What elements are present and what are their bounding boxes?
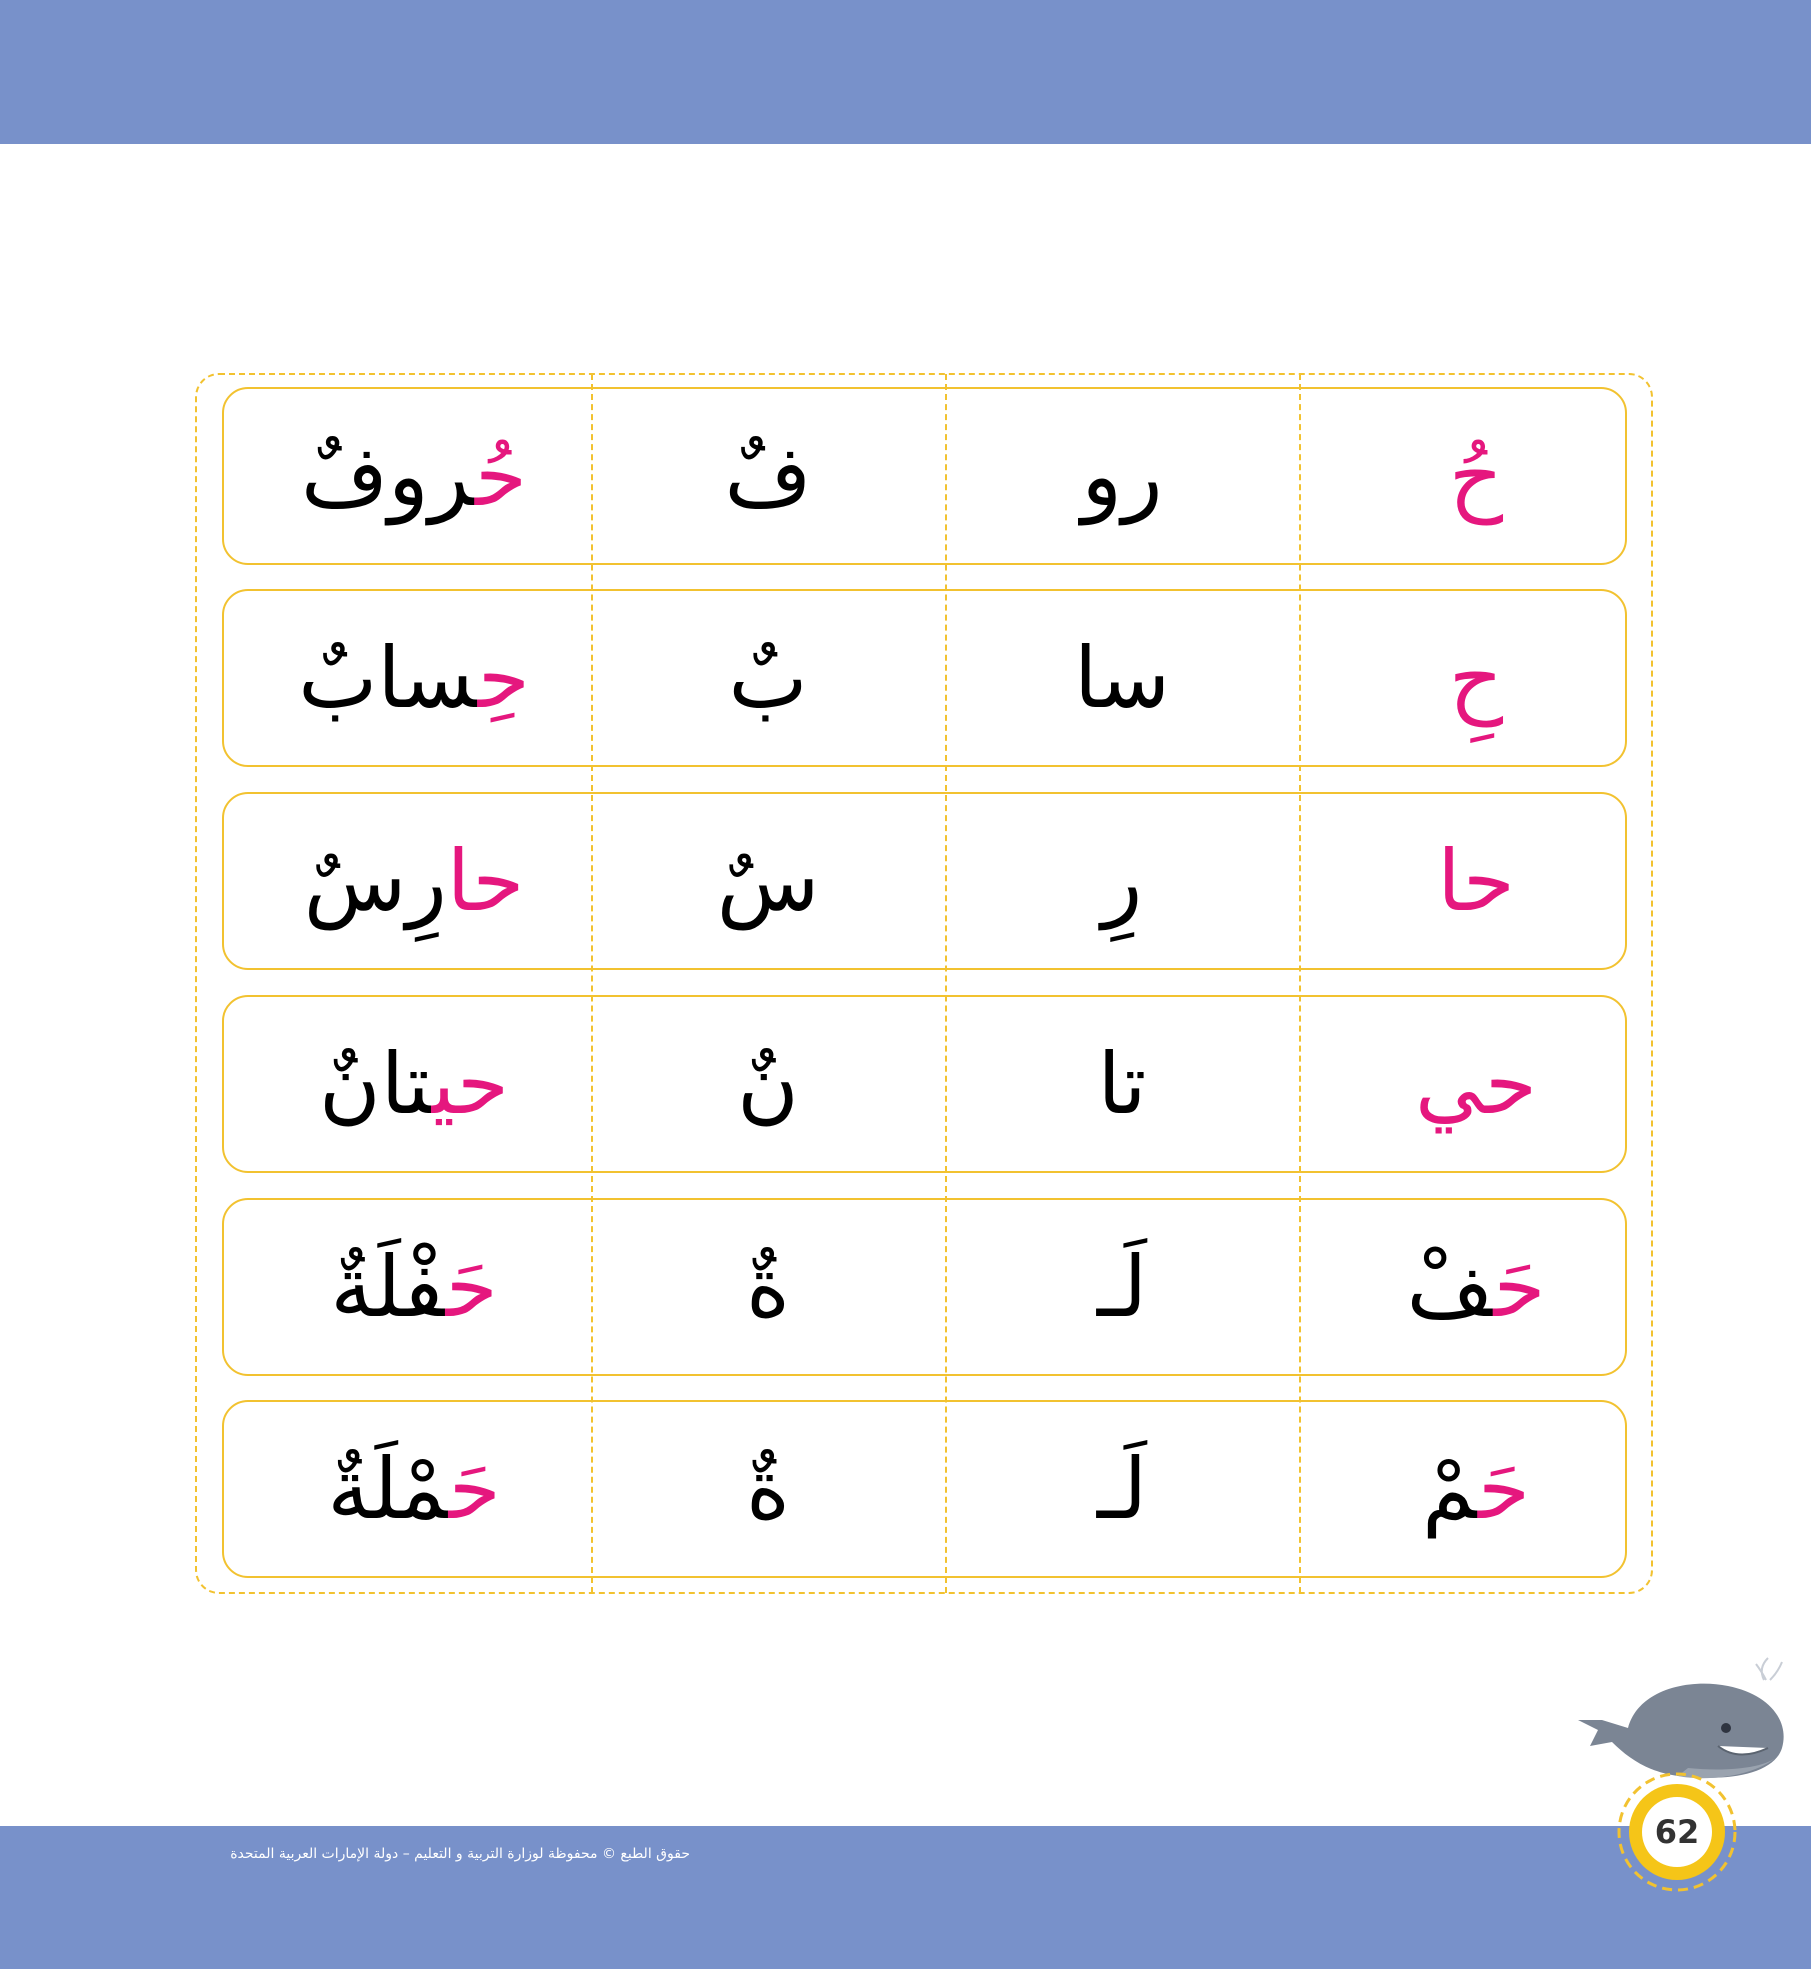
plain-letters: مْلَةٌ — [327, 1440, 449, 1538]
syllable-cell — [945, 387, 1299, 565]
syllable-cell — [1299, 1400, 1653, 1578]
word-text — [1448, 427, 1504, 525]
word-text — [330, 1238, 498, 1336]
syllable-cell — [237, 792, 591, 970]
syllable-cell — [591, 792, 945, 970]
plain-letters: مْ — [1422, 1440, 1478, 1538]
word-text — [1415, 1035, 1537, 1133]
plain-letters: تانٌ — [319, 1035, 432, 1133]
syllable-cell — [1299, 995, 1653, 1173]
word-text — [1096, 1440, 1148, 1538]
word-text — [319, 1035, 509, 1133]
plain-letters: سابٌ — [298, 629, 478, 727]
plain-letters: رِسٌ — [303, 832, 447, 930]
word-text — [1097, 1035, 1147, 1133]
highlighted-letter: حا — [1437, 832, 1515, 930]
plain-letters: سٌ — [716, 832, 820, 930]
syllable-cell — [237, 1198, 591, 1376]
syllable-cell — [237, 589, 591, 767]
plain-letters: ةٌ — [746, 1238, 791, 1336]
syllable-cell — [945, 1198, 1299, 1376]
syllable-cell — [945, 792, 1299, 970]
word-text — [298, 629, 530, 727]
syllable-cell — [1299, 589, 1653, 767]
syllable-cell — [237, 387, 591, 565]
word-text — [303, 832, 525, 930]
plain-letters: ةٌ — [746, 1440, 791, 1538]
syllable-cell — [591, 589, 945, 767]
plain-letters: بٌ — [728, 629, 808, 727]
syllable-cell — [237, 995, 591, 1173]
highlighted-letter: حُ — [475, 427, 527, 525]
syllable-cell — [591, 387, 945, 565]
highlighted-letter: حَ — [448, 1440, 501, 1538]
word-text — [1422, 1440, 1530, 1538]
word-text — [1437, 832, 1515, 930]
plain-letters: نٌ — [737, 1035, 799, 1133]
syllable-cell — [237, 1400, 591, 1578]
highlighted-letter: حِ — [477, 629, 530, 727]
word-text — [1074, 629, 1170, 727]
highlighted-letter: حَ — [445, 1238, 498, 1336]
plain-letters: لَـ — [1096, 1238, 1148, 1336]
highlighted-letter: حي — [431, 1035, 509, 1133]
page-number: 62 — [1642, 1797, 1712, 1867]
plain-letters: فٌ — [724, 427, 812, 525]
plain-letters: تا — [1097, 1035, 1147, 1133]
highlighted-letter: حي — [1415, 1035, 1537, 1133]
highlighted-letter: حَ — [1493, 1238, 1546, 1336]
copyright-text: حقوق الطبع © محفوظة لوزارة التربية و التعليم – دولة الإمارات العربية المتحدة — [230, 1846, 690, 1862]
word-text — [1101, 832, 1143, 930]
syllable-cell — [1299, 792, 1653, 970]
word-text — [746, 1238, 791, 1336]
word-text — [728, 629, 808, 727]
highlighted-letter: حُ — [1448, 427, 1504, 525]
syllable-cell — [591, 1198, 945, 1376]
syllable-cell — [1299, 1198, 1653, 1376]
highlighted-letter: حَ — [1477, 1440, 1530, 1538]
word-text — [746, 1440, 791, 1538]
plain-letters: رِ — [1101, 832, 1143, 930]
word-text — [327, 1440, 501, 1538]
syllable-cell — [591, 995, 945, 1173]
syllable-cell — [591, 1400, 945, 1578]
highlighted-letter: حا — [446, 832, 525, 930]
word-text — [1096, 1238, 1148, 1336]
plain-letters: رو — [1081, 427, 1163, 525]
word-text — [1406, 1238, 1546, 1336]
plain-letters: لَـ — [1096, 1440, 1148, 1538]
syllable-cell — [945, 589, 1299, 767]
plain-letters: فْ — [1406, 1238, 1494, 1336]
highlighted-letter: حِ — [1448, 629, 1504, 727]
word-text — [737, 1035, 799, 1133]
plain-letters: سا — [1074, 629, 1170, 727]
syllable-cell — [945, 1400, 1299, 1578]
word-text — [1081, 427, 1163, 525]
word-text — [301, 427, 527, 525]
plain-letters: روفٌ — [301, 427, 476, 525]
header-band — [0, 0, 1811, 144]
word-text — [716, 832, 820, 930]
word-text — [1448, 629, 1504, 727]
syllable-cell — [1299, 387, 1653, 565]
syllable-cell — [945, 995, 1299, 1173]
word-text — [724, 427, 812, 525]
plain-letters: فْلَةٌ — [330, 1238, 446, 1336]
